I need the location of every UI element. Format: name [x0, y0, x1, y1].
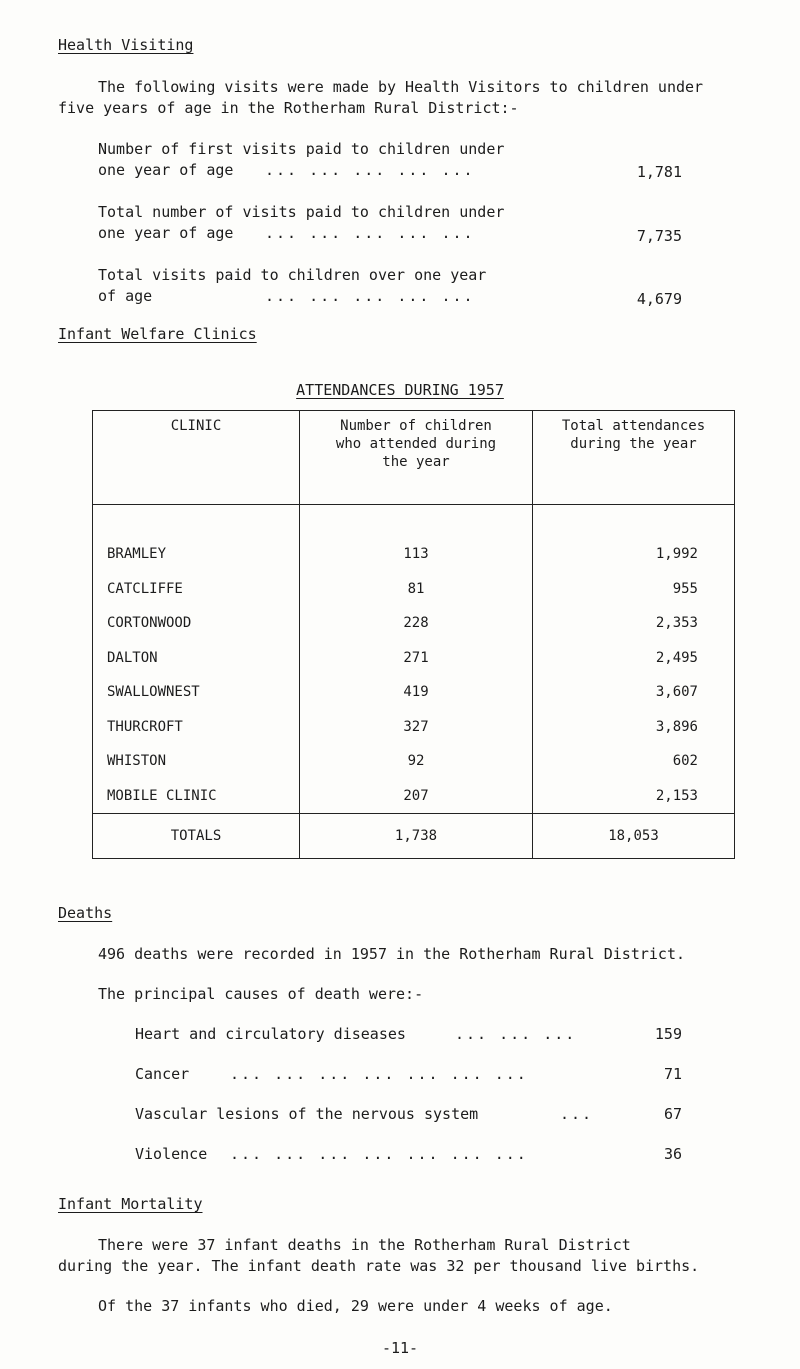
- children-count: 113: [403, 546, 429, 562]
- clinic-name: CATCLIFFE: [107, 580, 183, 597]
- infant-mortality-line2: during the year. The infant death rate was 32 per thousand live births.: [58, 1257, 700, 1275]
- cause-count: 71: [663, 1065, 682, 1083]
- attendances-table: [92, 410, 735, 859]
- attendance-total: 955: [672, 580, 698, 597]
- column-header-children: Number of children who attended during the year: [300, 411, 533, 505]
- attendance-total: 2,495: [655, 649, 698, 666]
- visits-over-one-label1: Total visits paid to children over one year: [98, 266, 487, 284]
- visits-total-under-one-label1: Total number of visits paid to children under: [98, 203, 505, 221]
- visits-total-under-one-leader: ... ... ... ... ...: [265, 224, 475, 242]
- clinic-name: CORTONWOOD: [107, 615, 192, 631]
- clinic-name: MOBILE CLINIC: [107, 787, 217, 804]
- deaths-summary: 496 deaths were recorded in 1957 in the Rotherham Rural District.: [98, 945, 685, 963]
- attendances-table-body: [93, 505, 735, 814]
- cause-count: 36: [663, 1145, 682, 1163]
- visits-first-under-one-value: 1,781: [636, 163, 682, 181]
- visits-over-one-label2: of age: [98, 287, 153, 305]
- infant-mortality-heading: Infant Mortality: [58, 1195, 203, 1213]
- visits-first-under-one-leader: ... ... ... ... ...: [265, 161, 475, 179]
- clinic-name: DALTON: [107, 649, 158, 666]
- attendance-total: 2,353: [655, 615, 698, 631]
- totals-attendances: 18,053: [533, 814, 735, 859]
- cause-label: Cancer: [135, 1065, 190, 1083]
- totals-children: 1,738: [300, 814, 533, 859]
- children-count: 81: [407, 580, 425, 597]
- deaths-causes-intro: The principal causes of death were:-: [98, 985, 424, 1003]
- cause-leader: ... ... ... ... ... ... ...: [230, 1145, 528, 1163]
- children-count: 419: [403, 684, 429, 700]
- visits-total-under-one-label2: one year of age: [98, 224, 234, 242]
- cause-label: Violence: [135, 1145, 208, 1163]
- clinic-name: THURCROFT: [107, 718, 183, 735]
- visits-over-one-value: 4,679: [636, 290, 682, 308]
- cause-leader: ... ... ... ... ... ... ...: [230, 1065, 528, 1083]
- totals-label: TOTALS: [93, 814, 300, 859]
- cause-label: Heart and circulatory diseases: [135, 1025, 406, 1043]
- attendance-total: 1,992: [655, 546, 698, 562]
- infant-mortality-line1: There were 37 infant deaths in the Rotherham Rural District: [98, 1236, 631, 1254]
- attendance-total: 602: [672, 753, 698, 769]
- attendance-totals-cell: [533, 505, 735, 814]
- attendance-total: 3,607: [655, 684, 698, 700]
- attendances-table-totals: [93, 814, 735, 859]
- clinic-name: WHISTON: [107, 753, 167, 769]
- visits-over-one-leader: ... ... ... ... ...: [265, 287, 475, 305]
- column-header-clinic: CLINIC: [93, 411, 300, 505]
- infant-mortality-line3: Of the 37 infants who died, 29 were under 4 weeks of age.: [98, 1297, 613, 1315]
- attendance-total: 2,153: [655, 787, 698, 804]
- visits-first-under-one-label1: Number of first visits paid to children under: [98, 140, 505, 158]
- health-visiting-intro-line2: five years of age in the Rotherham Rural District:-: [58, 99, 519, 117]
- infant-welfare-heading: Infant Welfare Clinics: [58, 325, 257, 343]
- cause-label: Vascular lesions of the nervous system: [135, 1105, 479, 1123]
- clinic-names-cell: [93, 505, 300, 814]
- page-number: -11-: [381, 1339, 419, 1357]
- attendances-table-title: ATTENDANCES DURING 1957: [296, 381, 504, 399]
- children-count: 228: [403, 615, 429, 631]
- visits-first-under-one-label2: one year of age: [98, 161, 234, 179]
- cause-leader: ...: [560, 1105, 594, 1123]
- health-visiting-intro-line1: The following visits were made by Health Visitors to children under: [98, 78, 704, 96]
- children-count: 207: [403, 787, 429, 804]
- clinic-name: BRAMLEY: [107, 546, 167, 562]
- column-header-attendances: Total attendances during the year: [533, 411, 735, 505]
- cause-leader: ... ... ...: [455, 1025, 577, 1043]
- children-count: 92: [407, 753, 425, 769]
- visits-total-under-one-value: 7,735: [636, 227, 682, 245]
- children-count: 327: [403, 718, 429, 735]
- cause-count: 67: [663, 1105, 682, 1123]
- attendances-table-header: [93, 411, 735, 505]
- children-count: 271: [403, 649, 429, 666]
- deaths-heading: Deaths: [58, 904, 113, 922]
- health-visiting-heading: Health Visiting: [58, 36, 194, 54]
- attendance-total: 3,896: [655, 718, 698, 735]
- cause-count: 159: [654, 1025, 682, 1043]
- clinic-name: SWALLOWNEST: [107, 684, 200, 700]
- children-counts-cell: [300, 505, 533, 814]
